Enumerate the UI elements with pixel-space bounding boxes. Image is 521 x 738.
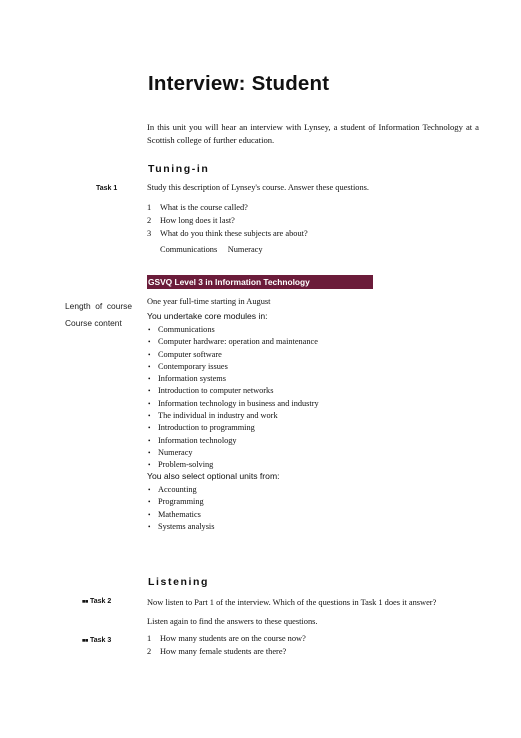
task-1-label: Task 1 bbox=[96, 185, 118, 192]
list-item: • Information technology bbox=[147, 435, 319, 447]
optional-units-intro: You also select optional units from: bbox=[147, 471, 280, 481]
listening-heading: Listening bbox=[148, 576, 210, 588]
intro-paragraph: In this unit you will hear an interview with Lynsey, a student of Information Technology at a Scottish college of further education. bbox=[147, 122, 479, 145]
listen-again-text: Listen again to find the answers to these questions. bbox=[147, 617, 318, 626]
list-item: • Programming bbox=[147, 496, 214, 508]
list-item: 1 What is the course called? bbox=[147, 203, 248, 212]
list-item: • Communications bbox=[147, 324, 319, 336]
list-item: • Computer hardware: operation and maintenance bbox=[147, 336, 319, 348]
list-item: • Introduction to computer networks bbox=[147, 385, 319, 397]
tuning-in-heading: Tuning-in bbox=[148, 163, 210, 175]
task-3-questions bbox=[147, 634, 306, 660]
task-2-text: Now listen to Part 1 of the interview. Which of the questions in Task 1 does it answer? bbox=[147, 598, 437, 607]
task-2-label: ■■ Task 2 bbox=[82, 598, 112, 605]
task-1-questions bbox=[147, 203, 308, 241]
list-item: • Computer software bbox=[147, 349, 319, 361]
list-item: • Mathematics bbox=[147, 509, 214, 521]
list-item: 3 What do you think these subjects are about? bbox=[147, 228, 308, 238]
task-1-instruction: Study this description of Lynsey's course. Answer these questions. bbox=[147, 183, 370, 192]
list-item: • Contemporary issues bbox=[147, 361, 319, 373]
list-item: • Systems analysis bbox=[147, 521, 214, 533]
audio-icon: ■■ bbox=[82, 599, 89, 605]
list-item: • Problem-solving bbox=[147, 459, 319, 471]
list-item: • Information technology in business and industry bbox=[147, 398, 319, 410]
course-length: One year full-time starting in August bbox=[147, 297, 271, 306]
list-item: 2 How long does it last? bbox=[147, 215, 235, 225]
audio-icon: ■■ bbox=[82, 638, 89, 644]
subjects-line: Communications Numeracy bbox=[160, 245, 263, 254]
list-item: • Numeracy bbox=[147, 447, 319, 459]
page-title: Interview: Student bbox=[148, 72, 330, 95]
list-item: • The individual in industry and work bbox=[147, 410, 319, 422]
optional-units-list bbox=[147, 484, 214, 533]
task-3-label: ■■ Task 3 bbox=[82, 637, 112, 644]
core-modules-list bbox=[147, 324, 319, 472]
list-item: 1 How many students are on the course now? bbox=[147, 634, 306, 643]
course-banner: GSVQ Level 3 in Information Technology bbox=[147, 275, 373, 289]
core-modules-intro: You undertake core modules in: bbox=[147, 311, 268, 321]
list-item: • Introduction to programming bbox=[147, 422, 319, 434]
list-item: 2 How many female students are there? bbox=[147, 646, 287, 656]
list-item: • Accounting bbox=[147, 484, 214, 496]
list-item: • Information systems bbox=[147, 373, 319, 385]
course-side-label: Length of course Course content bbox=[65, 301, 132, 328]
